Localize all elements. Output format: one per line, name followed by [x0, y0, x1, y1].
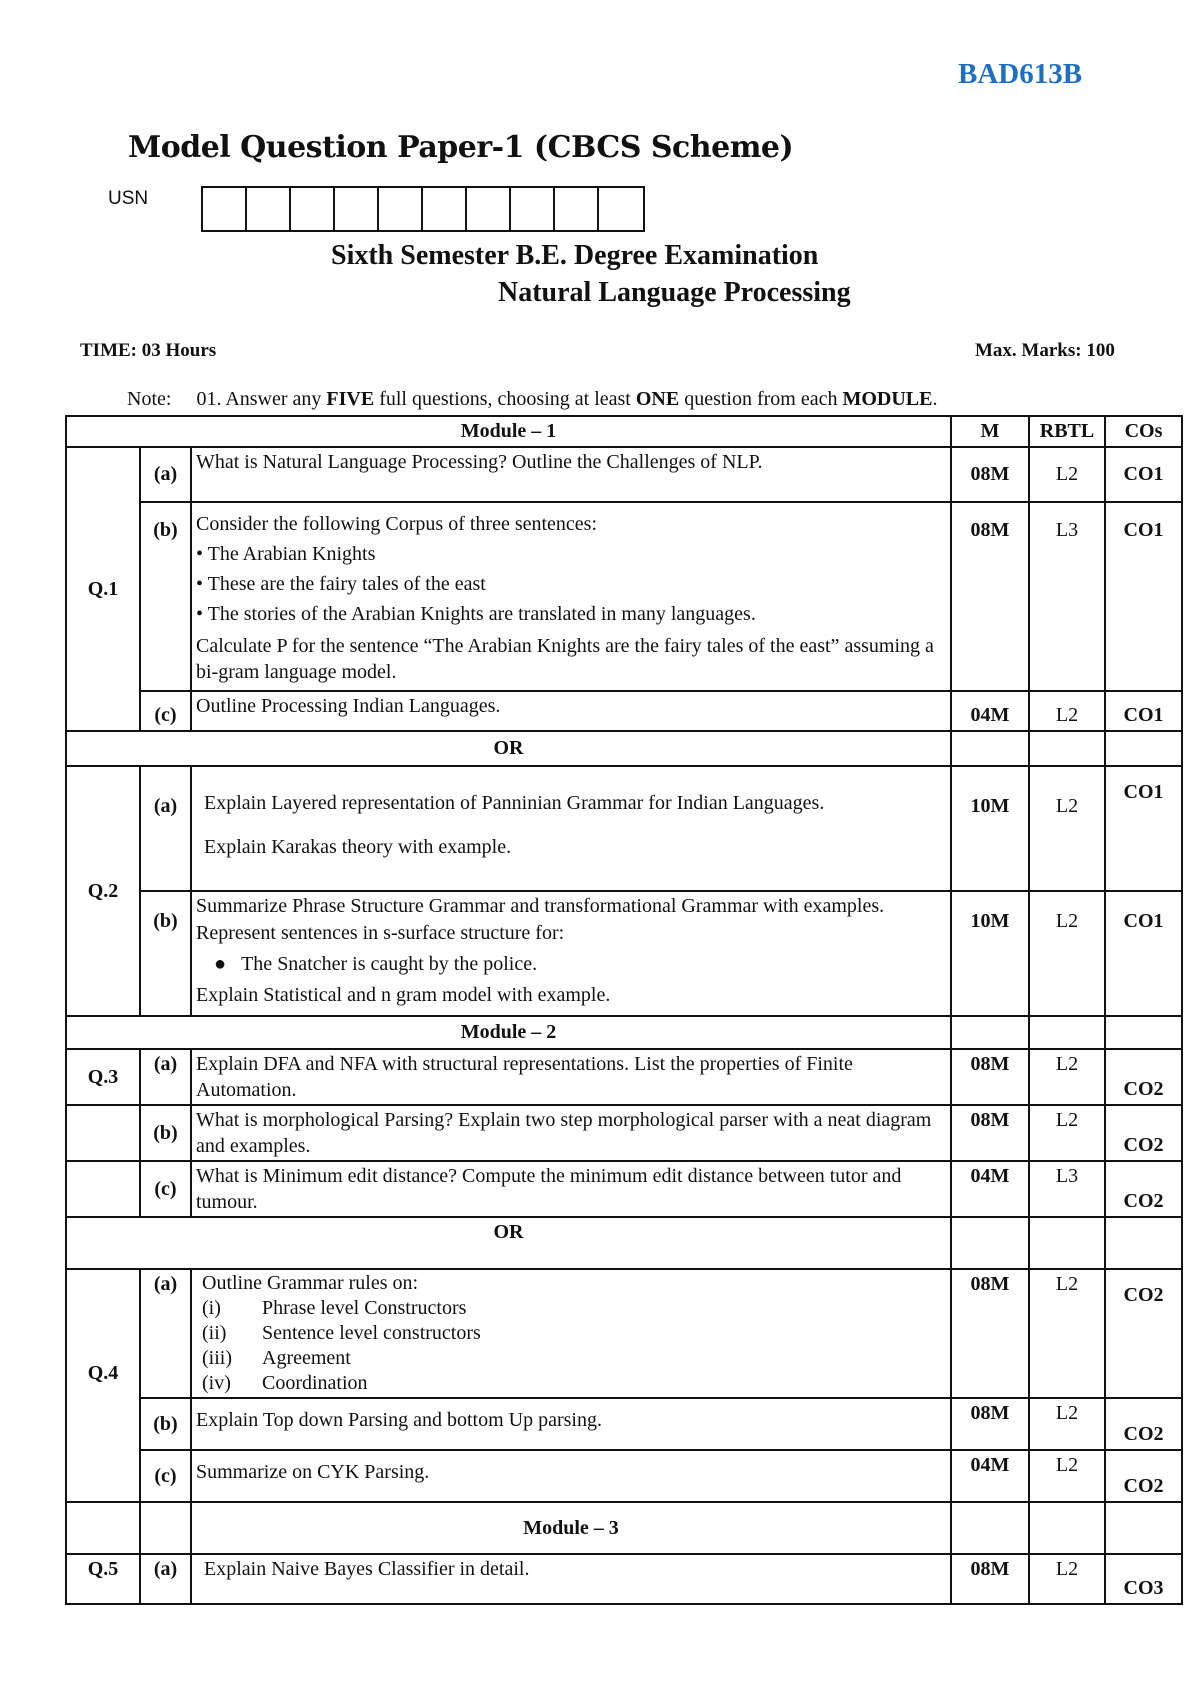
list-item: ● The Snatcher is caught by the police. [214, 953, 538, 975]
or-row [66, 1217, 1182, 1269]
list-item: • The Arabian Knights [196, 543, 376, 565]
question-number: Q.1 [66, 447, 140, 731]
co-cell: CO1 [1105, 502, 1182, 691]
question-row [66, 1105, 1182, 1161]
question-text [191, 1269, 951, 1398]
note-part2: full questions, choosing at least [374, 388, 636, 410]
co-cell: CO1 [1105, 766, 1182, 891]
co-cell: CO1 [1105, 891, 1182, 1016]
co-cell: CO2 [1105, 1161, 1182, 1217]
empty-cell [1029, 731, 1105, 766]
list-item-text: These are the fairy tales of the east [207, 573, 486, 595]
question-row [66, 766, 1182, 891]
sub-question-label: (a) [140, 447, 191, 502]
question-part: Explain Karakas theory with example. [204, 836, 512, 858]
marks-cell: 08M [951, 1049, 1029, 1105]
co-cell: CO3 [1105, 1554, 1182, 1604]
or-row [66, 731, 1182, 766]
rbtl-cell: L2 [1029, 1105, 1105, 1161]
co-cell: CO1 [1105, 691, 1182, 731]
marks-cell: 04M [951, 691, 1029, 731]
question-row [66, 891, 1182, 1016]
empty-cell [1105, 1502, 1182, 1554]
note-prefix: Note: [127, 388, 172, 410]
question-part: Explain Statistical and n gram model with example. [196, 984, 611, 1006]
list-item-text: Coordination [262, 1372, 368, 1394]
list-item-text: Agreement [262, 1347, 351, 1369]
sub-question-label: (c) [140, 691, 191, 731]
rbtl-cell: L2 [1029, 1450, 1105, 1502]
usn-box [467, 188, 511, 230]
question-row [66, 447, 1182, 502]
empty-cell [66, 1502, 140, 1554]
sub-question-label: (a) [140, 1269, 191, 1398]
list-item-text: Sentence level constructors [262, 1322, 481, 1344]
question-part: Explain Layered representation of Panninian Grammar for Indian Languages. [204, 792, 825, 814]
co-cell: CO2 [1105, 1269, 1182, 1398]
rbtl-cell: L2 [1029, 447, 1105, 502]
question-part: Summarize Phrase Structure Grammar and transformational Grammar with examples. Represent sentences in s-surface structure for: [196, 895, 905, 944]
marks-cell: 10M [951, 891, 1029, 1016]
usn-box [555, 188, 599, 230]
question-row [66, 1398, 1182, 1450]
marks-cell: 04M [951, 1450, 1029, 1502]
list-item: • The stories of the Arabian Knights are translated in many languages. [196, 603, 756, 625]
module-heading: Module – 3 [191, 1502, 951, 1554]
empty-cell [951, 1502, 1029, 1554]
empty-cell [1029, 1217, 1105, 1269]
marks-cell: 08M [951, 447, 1029, 502]
sub-question-label: (b) [140, 1398, 191, 1450]
rbtl-cell: L2 [1029, 891, 1105, 1016]
list-item-text: Phrase level Constructors [262, 1297, 467, 1319]
marks-cell: 08M [951, 1269, 1029, 1398]
question-row [66, 502, 1182, 691]
note-part3: question from each [679, 388, 843, 410]
note-one: ONE [635, 388, 680, 410]
list-item: • These are the fairy tales of the east [196, 573, 486, 595]
note-five: FIVE [326, 388, 375, 410]
usn-box [423, 188, 467, 230]
sub-question-label: (b) [140, 1105, 191, 1161]
question-number: Q.4 [66, 1269, 140, 1502]
list-item [202, 1371, 946, 1396]
course-code: BAD613B [958, 58, 1083, 90]
module-heading: Module – 1 [66, 416, 951, 447]
rbtl-cell: L2 [1029, 691, 1105, 731]
list-item-text: The stories of the Arabian Knights are translated in many languages. [207, 603, 756, 625]
list-item-number: (ii) [202, 1322, 227, 1344]
marks-cell: 08M [951, 1398, 1029, 1450]
rbtl-cell: L2 [1029, 1398, 1105, 1450]
list-item-number: (iii) [202, 1347, 232, 1369]
list-item [202, 1321, 946, 1346]
note-end: . [932, 388, 938, 410]
co-cell: CO2 [1105, 1049, 1182, 1105]
question-text: Outline Processing Indian Languages. [191, 691, 951, 731]
list-item-number: (iv) [202, 1372, 231, 1394]
co-cell: CO1 [1105, 447, 1182, 502]
empty-cell [951, 731, 1029, 766]
empty-cell [1105, 1217, 1182, 1269]
list-item-text: The Arabian Knights [207, 543, 376, 565]
empty-cell [1105, 1016, 1182, 1049]
col-header-m: M [951, 416, 1029, 447]
module-header-row [66, 1502, 1182, 1554]
max-marks-label: Max. Marks: 100 [975, 340, 1115, 361]
usn-boxes [201, 186, 645, 232]
or-separator: OR [66, 731, 951, 766]
sub-question-label: (a) [140, 1049, 191, 1105]
empty-cell [951, 1016, 1029, 1049]
question-row [66, 1269, 1182, 1398]
sub-question-label: (b) [140, 891, 191, 1016]
empty-cell [1029, 1016, 1105, 1049]
sub-question-label: (a) [140, 766, 191, 891]
marks-cell: 10M [951, 766, 1029, 891]
col-header-cos: COs [1105, 416, 1182, 447]
rbtl-cell: L3 [1029, 1161, 1105, 1217]
usn-box [599, 188, 643, 230]
question-row [66, 1161, 1182, 1217]
list-item [202, 1296, 946, 1321]
usn-box [335, 188, 379, 230]
marks-cell: 08M [951, 1105, 1029, 1161]
or-separator: OR [66, 1217, 951, 1269]
question-text: What is Minimum edit distance? Compute the minimum edit distance between tutor and tumour. [191, 1161, 951, 1217]
co-cell: CO2 [1105, 1450, 1182, 1502]
usn-label: USN [108, 188, 149, 209]
question-text: What is morphological Parsing? Explain two step morphological parser with a neat diagram and examples. [191, 1105, 951, 1161]
question-text: Summarize on CYK Parsing. [191, 1450, 951, 1502]
empty-cell [140, 1502, 191, 1554]
note-module: MODULE [842, 388, 933, 410]
question-row [66, 1554, 1182, 1604]
rbtl-cell: L2 [1029, 766, 1105, 891]
usn-box [291, 188, 335, 230]
exam-title: Sixth Semester B.E. Degree Examination [331, 240, 819, 271]
module-heading: Module – 2 [66, 1016, 951, 1049]
list-item-number: (i) [202, 1297, 221, 1319]
question-text [191, 766, 951, 891]
question-intro: Consider the following Corpus of three sentences: [196, 513, 598, 535]
rbtl-cell: L2 [1029, 1049, 1105, 1105]
question-calc: Calculate P for the sentence “The Arabian Knights are the fairy tales of the east” assuming a bi-gram language model. [196, 635, 934, 683]
usn-box [247, 188, 291, 230]
time-label: TIME: 03 Hours [80, 340, 217, 361]
question-number: Q.2 [66, 766, 140, 1016]
question-text: What is Natural Language Processing? Outline the Challenges of NLP. [191, 447, 951, 502]
sub-question-label: (c) [140, 1161, 191, 1217]
empty-cell [66, 1161, 140, 1217]
paper-title: Model Question Paper-1 (CBCS Scheme) [128, 130, 794, 165]
instructions-note [127, 388, 937, 411]
subject-title: Natural Language Processing [498, 277, 851, 308]
empty-cell [66, 1105, 140, 1161]
question-intro: Outline Grammar rules on: [202, 1272, 419, 1294]
empty-cell [1029, 1502, 1105, 1554]
question-text: Explain DFA and NFA with structural representations. List the properties of Finite Automation. [191, 1049, 951, 1105]
rbtl-cell: L2 [1029, 1269, 1105, 1398]
co-cell: CO2 [1105, 1398, 1182, 1450]
marks-cell: 04M [951, 1161, 1029, 1217]
question-text [191, 502, 951, 691]
sub-question-label: (b) [140, 502, 191, 691]
question-row [66, 1049, 1182, 1105]
usn-box [511, 188, 555, 230]
rbtl-cell: L3 [1029, 502, 1105, 691]
co-cell: CO2 [1105, 1105, 1182, 1161]
question-number: Q.5 [66, 1554, 140, 1604]
question-row [66, 1450, 1182, 1502]
question-text [191, 891, 951, 1016]
usn-box [379, 188, 423, 230]
question-number: Q.3 [66, 1049, 140, 1105]
empty-cell [1105, 731, 1182, 766]
module-header-row [66, 416, 1182, 447]
usn-box [203, 188, 247, 230]
list-item-text: The Snatcher is caught by the police. [241, 953, 538, 975]
marks-cell: 08M [951, 502, 1029, 691]
sub-question-label: (a) [140, 1554, 191, 1604]
col-header-rbtl: RBTL [1029, 416, 1105, 447]
question-table [65, 415, 1183, 1605]
sub-question-label: (c) [140, 1450, 191, 1502]
question-text: Explain Top down Parsing and bottom Up parsing. [191, 1398, 951, 1450]
list-item [202, 1346, 946, 1371]
module-header-row [66, 1016, 1182, 1049]
question-row [66, 691, 1182, 731]
empty-cell [951, 1217, 1029, 1269]
question-text: Explain Naive Bayes Classifier in detail. [191, 1554, 951, 1604]
note-part1: 01. Answer any [196, 388, 327, 410]
rbtl-cell: L2 [1029, 1554, 1105, 1604]
marks-cell: 08M [951, 1554, 1029, 1604]
